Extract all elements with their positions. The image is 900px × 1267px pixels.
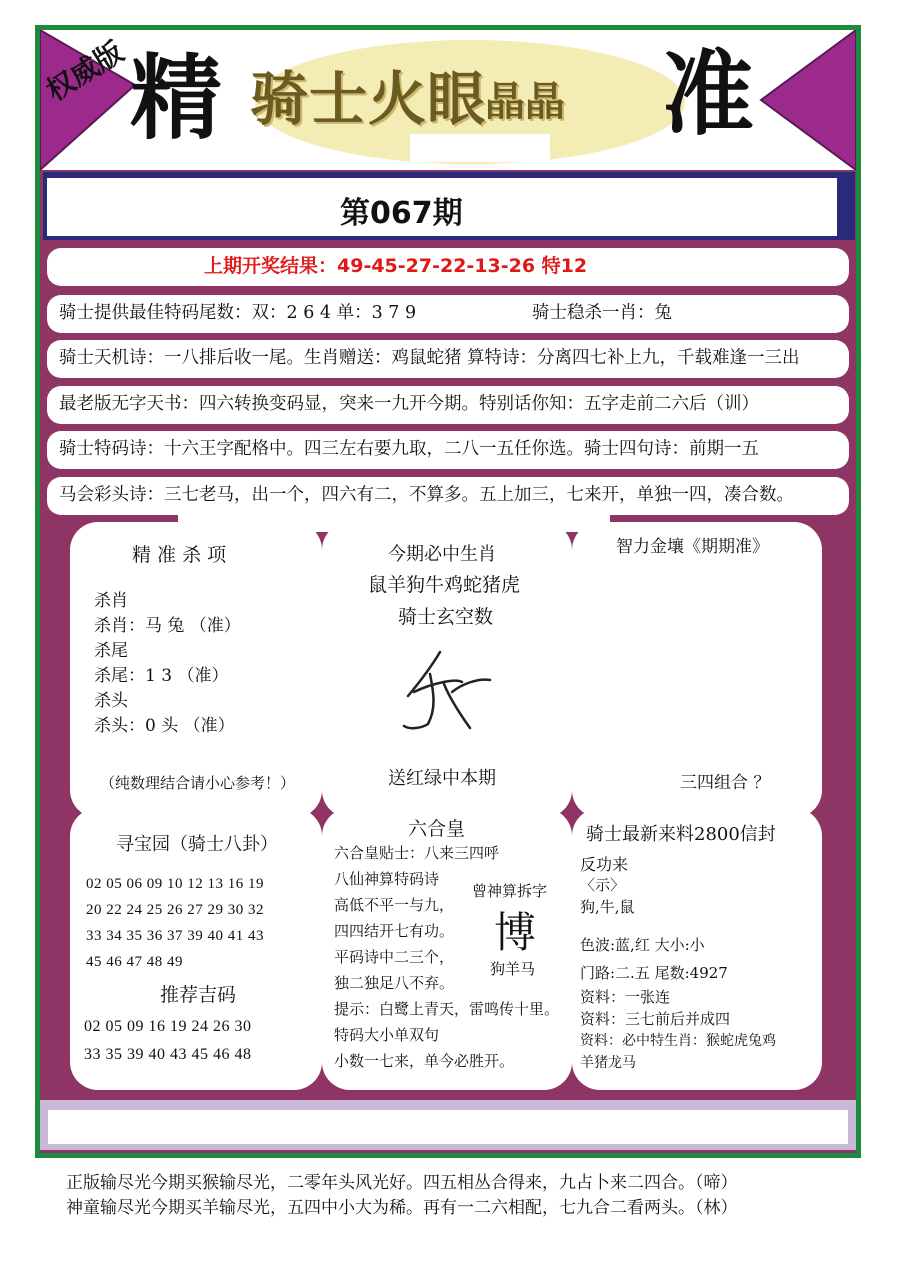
zhili-box-footer: 三四组合 ？ xyxy=(680,773,771,793)
letters-box xyxy=(572,808,822,1090)
letters-line: 资料：必中特生肖：猴蛇虎兔鸡 xyxy=(580,1033,776,1049)
letters-line: 羊猪龙马 xyxy=(580,1055,636,1071)
letters-line: 反功来 xyxy=(580,855,629,874)
treasure-number-row: 45 46 47 48 49 xyxy=(86,954,183,970)
footer-poem-line: 正版输尽光今期买猴输尽光，二零年头风光好。四五相丛合得来，九占卜来二四合。（啼） xyxy=(66,1173,738,1193)
issue-number: 第067期 xyxy=(340,196,463,231)
tema-poem-row xyxy=(47,431,849,469)
right-triangle xyxy=(761,30,856,170)
zhili-box xyxy=(572,522,822,818)
letters-line: 色波:蓝,红 大小:小 xyxy=(580,936,705,954)
header-title: 骑士火眼 xyxy=(250,65,487,133)
liuhe-box-title: 六合皇 xyxy=(408,818,466,840)
treasure-box xyxy=(70,808,322,1090)
kill-box-title: 精 准 杀 项 xyxy=(132,544,227,566)
kill-box-note: （纯数理结合请小心参考！） xyxy=(100,774,296,792)
kill-one-text: 骑士稳杀一肖：兔 xyxy=(532,303,672,323)
header-char-left: 精 xyxy=(130,44,223,152)
zodiac-box xyxy=(322,522,572,818)
treasure-number-row: 33 34 35 36 37 39 40 41 43 xyxy=(86,928,264,944)
zhili-box-title: 智力金壤《期期准》 xyxy=(616,537,769,557)
kill-line: 杀肖 xyxy=(94,591,128,611)
chaizi-char: 博 xyxy=(494,908,537,957)
letters-box-title: 骑士最新来料2800信封 xyxy=(586,824,776,845)
kill-items-box xyxy=(70,522,322,818)
kill-line: 杀头：0 头 （准） xyxy=(94,716,235,736)
title-whiteout xyxy=(410,134,550,162)
recommend-row: 33 35 39 40 43 45 46 48 xyxy=(84,1046,252,1063)
chaizi-zodiacs: 狗羊马 xyxy=(490,960,536,978)
liuhe-line: 提示：白鹭上青天，雷鸣传十里。 xyxy=(334,1000,560,1018)
liuhe-line: 独二独足八不弃。 xyxy=(334,974,455,992)
liuhe-line: 八仙神算特码诗 xyxy=(334,870,440,888)
treasure-box-title: 寻宝园（骑士八卦） xyxy=(116,834,278,855)
recommend-row: 02 05 09 16 19 24 26 30 xyxy=(84,1018,252,1035)
zodiac-box-footer: 送红绿中本期 xyxy=(388,768,496,789)
letters-line: 〈示〉 xyxy=(580,876,626,894)
kill-line: 杀肖：马 兔 （准） xyxy=(94,616,241,636)
horse-poem-row xyxy=(47,477,849,515)
header-banner xyxy=(40,30,856,170)
treasure-number-row: 02 05 06 09 10 12 13 16 19 xyxy=(86,876,264,892)
footer-poem-line: 神童输尽光今期买羊输尽光，五四中小大为稀。再有一二六相配，七九合二看两头。（林） xyxy=(66,1198,738,1218)
liuhe-line: 特码大小单双句 xyxy=(334,1026,440,1044)
liuhe-line: 六合皇贴士：八来三四呼 xyxy=(334,844,500,862)
treasure-number-row: 20 22 24 25 26 27 29 30 32 xyxy=(86,902,264,918)
handwritten-sketch xyxy=(400,644,500,734)
header-title-suffix: 晶晶 xyxy=(485,78,565,125)
wuzi-book-row xyxy=(47,386,849,424)
liuhe-line: 高低不平一与九， xyxy=(334,896,455,914)
horse-poem-text: 马会彩头诗：三七老马，出一个，四六有二，不算多。五上加三，七来开，单独一四，凑合数。 xyxy=(59,485,794,505)
letters-line: 门路:二.五 尾数:4927 xyxy=(580,964,728,982)
chaizi-title: 曾神算拆字 xyxy=(472,882,548,900)
liuhe-line: 小数一七来，单今必胜开。 xyxy=(334,1052,515,1070)
tail-number-row xyxy=(47,295,849,333)
tema-poem-text: 骑士特码诗：十六王字配格中。四三左右要九取，二八一五任你选。骑士四句诗：前期一五 xyxy=(59,439,759,459)
recommend-title: 推荐吉码 xyxy=(160,984,237,1006)
zodiac-list: 鼠羊狗牛鸡蛇猪虎 xyxy=(368,574,521,596)
kill-line: 杀尾 xyxy=(94,641,128,661)
wuzi-book-text: 最老版无字天书：四六转换变码显，突来一九开今期。特别话你知：五字走前二六后（训） xyxy=(59,394,759,414)
letters-line: 狗,牛,鼠 xyxy=(580,898,635,916)
last-result-text: 上期开奖结果：49-45-27-22-13-26 特12 xyxy=(204,255,588,277)
letters-line: 资料：一张连 xyxy=(580,988,671,1006)
liuhe-line: 四四结开七有功。 xyxy=(334,922,455,940)
letters-line: 资料：三七前后并成四 xyxy=(580,1010,731,1028)
header-char-right: 准 xyxy=(662,40,755,148)
last-result-row xyxy=(47,248,849,286)
tianji-poem-text: 骑士天机诗：一八排后收一尾。生肖赠送：鸡鼠蛇猪 算特诗：分离四七补上九，千载难逢一三出 xyxy=(59,348,800,368)
tianji-poem-row xyxy=(47,340,849,378)
zodiac-box-title: 今期必中生肖 xyxy=(388,544,496,565)
zodiac-box-subtitle: 骑士玄空数 xyxy=(398,606,494,628)
liuhe-box xyxy=(322,808,572,1090)
edition-label: 权威版 xyxy=(40,35,130,108)
liuhe-line: 平码诗中二三个， xyxy=(334,948,455,966)
tail-number-text: 骑士提供最佳特码尾数：双：2 6 4 单：3 7 9 xyxy=(59,303,417,323)
kill-line: 杀尾：1 3 （准） xyxy=(94,666,229,686)
kill-line: 杀头 xyxy=(94,691,128,711)
footer-panel xyxy=(48,1110,848,1144)
